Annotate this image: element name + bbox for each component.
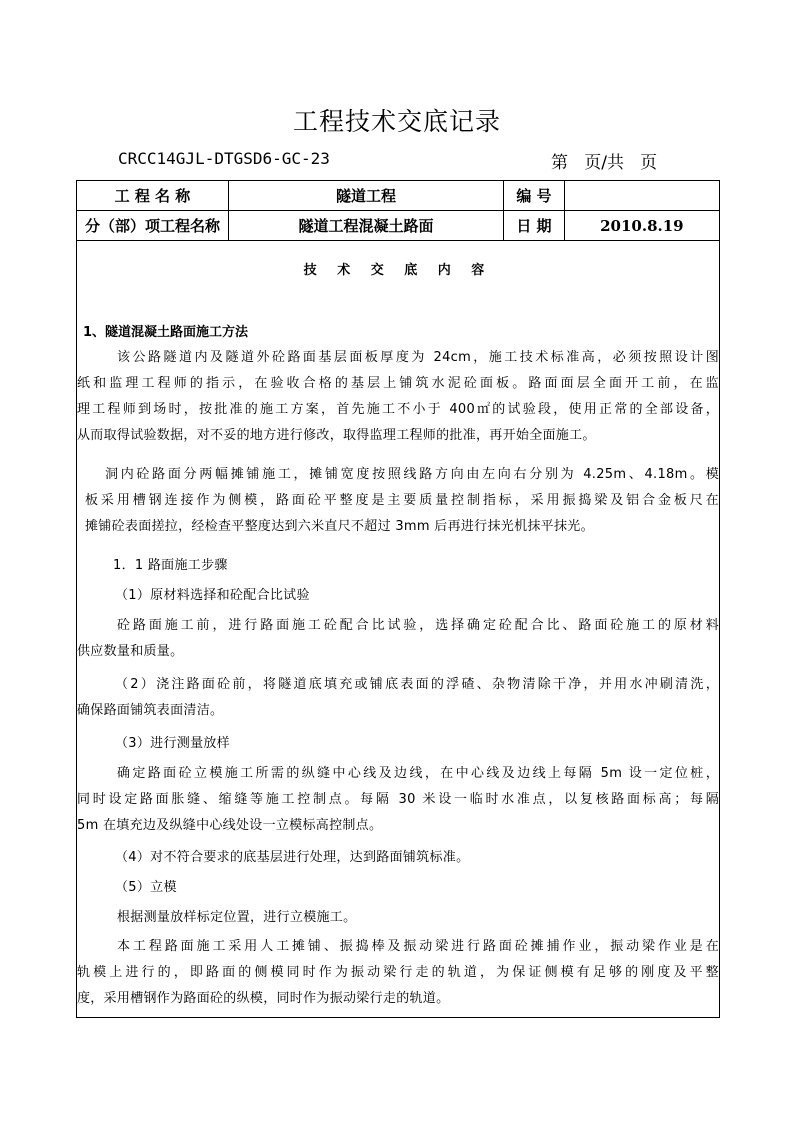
text-line: 供应数量和质量。 bbox=[77, 644, 184, 659]
text-line: 理工程师到场时，按批准的施工方案，首先施工不小于 400㎡的试验段，使用正常的全部设备， bbox=[77, 402, 719, 417]
text-line: 5m 在填充边及纵缝中心线处设一立模标高控制点。 bbox=[77, 818, 383, 833]
date-label: 日 期 bbox=[504, 211, 565, 241]
project-name-label: 工 程 名 称 bbox=[77, 181, 229, 211]
text-line: （1）原材料选择和砼配合比试验 bbox=[115, 588, 310, 603]
paragraph-5 bbox=[77, 761, 721, 839]
sub-project-label: 分（部）项工程名称 bbox=[77, 211, 229, 241]
project-name-value: 隧道工程 bbox=[228, 181, 503, 211]
paragraph-7 bbox=[77, 934, 721, 1012]
text-line: 确定路面砼立模施工所需的纵缝中心线及边线，在中心线及边线上每隔 5m 设一定位桩， bbox=[117, 766, 719, 781]
step-1-heading bbox=[77, 583, 759, 609]
step-3-heading bbox=[77, 731, 759, 757]
paragraph-2 bbox=[77, 462, 721, 540]
sub-project-value: 隧道工程混凝土路面 bbox=[228, 211, 503, 241]
page-info: 第 页/共 页 bbox=[551, 153, 658, 173]
text-line: 从而取得试验数据，对不妥的地方进行修改，取得监理工程师的批准，再开始全面施工。 bbox=[77, 428, 596, 443]
text-line: 确保路面铺筑表面清洁。 bbox=[77, 703, 224, 718]
section-heading: 1、隧道混凝土路面施工方法 bbox=[83, 325, 249, 340]
text-line: 度，采用槽钢作为路面砼的纵模，同时作为振动梁行走的轨道。 bbox=[77, 991, 450, 1006]
header-table bbox=[76, 180, 720, 241]
text-line: 板采用槽钢连接作为侧模，路面砼平整度是主要质量控制指标，采用振捣梁及铝合金板尺在 bbox=[85, 493, 719, 508]
paragraph-4 bbox=[77, 672, 721, 724]
step-5-heading bbox=[77, 875, 759, 901]
document-code: CRCC14GJL-DTGSD6-GC-23 bbox=[118, 149, 330, 168]
text-line: 轨模上进行的，即路面的侧模同时作为振动梁行走的轨道，为保证侧模有足够的刚度及平整 bbox=[77, 965, 719, 980]
paragraph-6 bbox=[77, 905, 761, 931]
text-line: （5）立模 bbox=[115, 880, 177, 895]
text-line: （2）浇注路面砼前，将隧道底填充或铺底表面的浮碴、杂物清除干净，并用水冲刷清洗， bbox=[115, 677, 719, 692]
text-line: 砼路面施工前，进行路面施工砼配合比试验，选择确定砼配合比、路面砼施工的原材料 bbox=[117, 618, 719, 633]
number-label: 编 号 bbox=[504, 181, 565, 211]
content-box bbox=[76, 241, 720, 1018]
text-line: （4）对不符合要求的底基层进行处理，达到路面铺筑标准。 bbox=[115, 850, 470, 865]
date-value: 2010.8.19 bbox=[564, 211, 719, 241]
text-line: 1．1 路面施工步骤 bbox=[113, 558, 228, 573]
content-title: 技 术 交 底 内 容 bbox=[303, 263, 493, 278]
step-4-heading bbox=[77, 845, 759, 871]
text-line: 摊铺砼表面搓拉，经检查平整度达到六米直尺不超过 3mm 后再进行抹光机抹平抹光。 bbox=[85, 519, 594, 534]
text-line: 本工程路面施工采用人工摊铺、振捣棒及振动梁进行路面砼摊捕作业，振动梁作业是在 bbox=[117, 939, 719, 954]
text-line: 洞内砼路面分两幅摊铺施工，摊铺宽度按照线路方向由左向右分别为 4.25m、4.18m。模 bbox=[105, 467, 719, 482]
subsection-heading bbox=[77, 553, 757, 579]
paragraph-3 bbox=[77, 613, 721, 665]
text-line: 纸和监理工程师的指示，在验收合格的基层上铺筑水泥砼面板。路面面层全面开工前，在监 bbox=[77, 376, 719, 391]
text-line: （3）进行测量放样 bbox=[115, 736, 230, 751]
text-line: 同时设定路面胀缝、缩缝等施工控制点。每隔 30 米设一临时水准点，以复核路面标高；每隔 bbox=[77, 792, 719, 807]
header-row-1 bbox=[77, 181, 720, 211]
document-title: 工程技术交底记录 bbox=[292, 107, 501, 136]
header-row-2 bbox=[77, 211, 720, 241]
paragraph-1 bbox=[77, 345, 721, 449]
number-value bbox=[564, 181, 719, 211]
text-line: 根据测量放样标定位置，进行立模施工。 bbox=[117, 910, 357, 925]
text-line: 该公路隧道内及隧道外砼路面基层面板厚度为 24cm，施工技术标准高，必须按照设计图 bbox=[117, 350, 719, 365]
